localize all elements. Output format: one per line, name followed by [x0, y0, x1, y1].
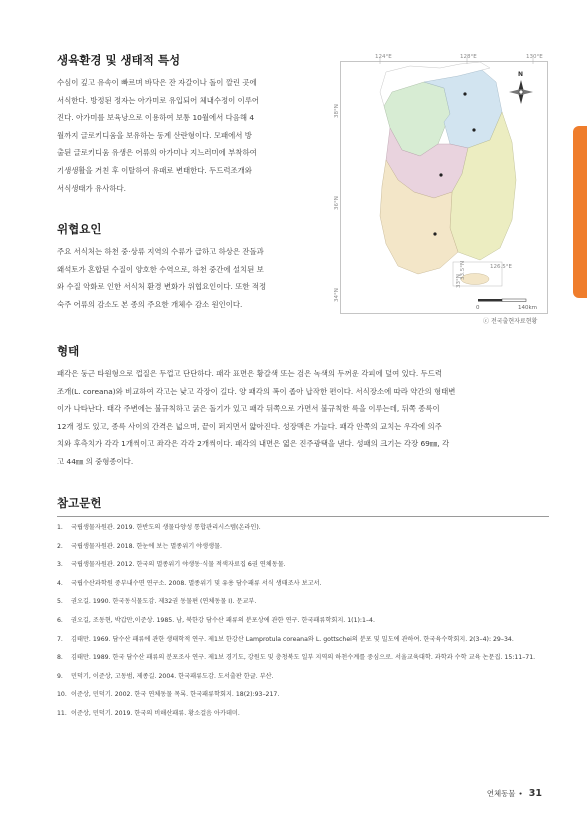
reference-number: 8. [57, 654, 63, 662]
lat-label-38: 38°N [334, 104, 340, 118]
peninsula-regions [380, 70, 516, 274]
habitat-line: 월까지 글로키디움을 보유하는 동계 산란형이다. 모패에서 방 [57, 130, 252, 140]
lat-label-33: 33°N [456, 274, 462, 288]
scale-end-label: 140km [518, 305, 538, 311]
reference-text: 이준상, 민덕기. 2002. 한국 연체동물 목록. 한국패류학회지. 18(2):93–217. [71, 691, 280, 699]
reference-item [57, 672, 549, 682]
footer-chapter: 연체동물 [486, 789, 516, 798]
scale-start-label: 0 [476, 305, 480, 311]
reference-item [57, 635, 549, 645]
habitat-line: 서식한다. 방정된 정자는 아가미로 유입되어 체내수정이 이루어 [57, 95, 260, 105]
reference-text: 김태만. 1969. 담수산 패류에 관한 생태학적 연구. 제1보 한강산 Lamprotula coreana와 L. gottschei의 분포 및 밀도에 관하여. 한국육수학회지. 2(3–4): 29–34. [71, 635, 514, 643]
page-number: 31 [528, 788, 542, 799]
form-line: 이가 나타난다. 태각 주변에는 불규칙하고 굵은 돌기가 있고 패각 뒤쪽으로 가면서 불규칙한 륵을 이루는데, 뒤쪽 종륵이 [57, 404, 440, 414]
references-heading: 참고문헌 [57, 496, 102, 510]
reference-text: 민덕기, 이준상, 고동범, 제종길. 2004. 한국패류도감. 도서출판 한글. 부산. [71, 672, 274, 680]
reference-item [57, 560, 549, 570]
jeju-lat-label: 33.5°N [460, 260, 466, 280]
reference-number: 9. [57, 672, 63, 680]
threats-heading: 위협요인 [57, 222, 102, 236]
reference-number: 7. [57, 635, 63, 643]
reference-text: 국립생물자원관. 2018. 한눈에 보는 멸종위기 야생생물. [71, 542, 223, 550]
threats-paragraph [57, 243, 266, 313]
reference-item [57, 690, 549, 700]
form-line: 고 44㎜ 의 중형종이다. [57, 456, 134, 466]
occurrence-point [472, 128, 475, 131]
scale-bar [478, 299, 526, 302]
form-line: 치와 후측치가 각각 1개씩이고 좌각은 각각 2개씩이다. 패각의 내면은 엷은 진주광택을 낸다. 성패의 크기는 각장 69㎜, 각 [57, 439, 450, 449]
reference-item [57, 616, 549, 626]
reference-item [57, 653, 549, 663]
threats-line: 와 수질 악화로 인한 서식처 환경 변화가 위협요인이다. 또한 적정 [57, 282, 267, 292]
habitat-line: 기생생활을 거친 후 이탈하여 유패로 변태한다. 두드럭조개와 [57, 165, 252, 175]
reference-text: 권오길, 조동현, 박갑만,이준상. 1985. 남, 북한강 담수산 패류의 분포상에 관한 연구. 한국패류학회지. 1(1):1–4. [71, 616, 375, 624]
threats-line: 숙주 어류의 감소도 본 종의 주요한 개체수 감소 원인이다. [57, 299, 243, 309]
reference-number: 6. [57, 616, 63, 624]
reference-number: 2. [57, 542, 63, 550]
reference-number: 5. [57, 598, 63, 606]
habitat-line: 진다. 아가미를 보육낭으로 이용하여 보통 10월에서 다음해 4 [57, 113, 255, 123]
jeju-lon-label: 126.5°E [490, 264, 512, 270]
form-line: 12개 정도 있고, 종륵 사이의 간격은 넓으며, 끝이 퍼지면서 얇아진다. 성장맥은 가늘다. 패각 안쪽의 교치는 우각에 의주 [57, 421, 442, 431]
reference-number: 4. [57, 579, 63, 587]
reference-number: 1. [57, 524, 63, 531]
reference-item [57, 523, 549, 533]
habitat-line: 수심이 깊고 유속이 빠르며 바닥은 잔 자갈이나 돌이 깔린 곳에 [57, 78, 257, 87]
reference-number: 11. [57, 709, 67, 717]
map-credit [483, 316, 537, 325]
occurrence-point [463, 92, 466, 95]
reference-number: 10. [57, 691, 67, 699]
map-credit-text: 전국출현자료현황 [490, 318, 538, 325]
lon-label-130: 130°E [526, 54, 543, 60]
occurrence-point [433, 232, 436, 235]
form-line: 패각은 둥근 타원형으로 껍질은 두껍고 단단하다. 패각 표면은 황갈색 또는 검은 녹색의 두꺼운 각피에 덮여 있다. 두드럭 [57, 369, 442, 378]
reference-item [57, 597, 549, 607]
reference-text: 국립생물자원관. 2019. 한반도의 생물다양성 통합관리시스템(온라인). [71, 524, 261, 531]
reference-item [57, 579, 549, 589]
threats-line: 왜석토가 혼합된 수질이 양호한 수역으로, 하천 중간에 설치된 보 [57, 264, 264, 274]
occurrence-point [439, 173, 442, 176]
form-paragraph [57, 365, 455, 471]
reference-text: 국립생물자원관. 2012. 한국의 멸종위기 야생동·식물 적색자료집 6권 연체동물. [71, 561, 286, 569]
copyright-icon: ⓒ [483, 318, 490, 325]
lat-label-34: 34°N [334, 288, 340, 302]
reference-item [57, 709, 549, 719]
lon-label-128: 128°E [460, 54, 477, 60]
references-divider [57, 516, 549, 517]
compass-north-label: N [518, 71, 524, 78]
reference-text: 권오길. 1990. 한국동식물도감. 제32권 동물편 (연체동물 Ⅰ). 문교부. [71, 598, 257, 606]
habitat-heading: 생육환경 및 생태적 특성 [57, 53, 181, 67]
habitat-line: 서식생태가 유사하다. [57, 183, 126, 193]
habitat-paragraph [57, 74, 259, 197]
form-heading: 형태 [57, 344, 80, 358]
habitat-line: 출된 글로키디움 유생은 어류의 아가미나 지느러미에 부착하여 [57, 148, 257, 158]
reference-item [57, 542, 549, 552]
lat-label-36: 36°N [334, 196, 340, 210]
chapter-tab [573, 126, 587, 298]
distribution-map [334, 52, 548, 314]
references-list [57, 523, 549, 728]
reference-text: 김태만. 1989. 한국 담수산 패류의 분포조사 연구. 제1보 경기도, 강원도 및 충청북도 일부 지역의 하천수계를 중심으로. 서울교육대학. 과학과 수학 교육 논문집. 15:11–71. [71, 654, 536, 662]
reference-text: 국립수산과학원 중부내수면 연구소. 2008. 멸종위기 및 유용 담수패류 서식 생태조사 보고서. [71, 579, 322, 587]
reference-text: 이준상, 민덕기. 2019. 한국의 비해산패류. 황소걸음 아카데미. [71, 709, 240, 717]
footer-separator: • [518, 789, 523, 798]
form-line: 조개(L. coreana)와 비교하여 각고는 낮고 각장이 길다. 양 패각의 폭이 좁아 납작한 편이다. 서식장소에 따라 약간의 형태변 [57, 386, 456, 396]
threats-line: 주요 서식처는 하천 중·상류 지역의 수류가 급하고 하상은 잔돌과 [57, 247, 264, 256]
page-footer [487, 788, 542, 799]
reference-number: 3. [57, 561, 63, 569]
lon-label-124: 124°E [375, 54, 392, 60]
